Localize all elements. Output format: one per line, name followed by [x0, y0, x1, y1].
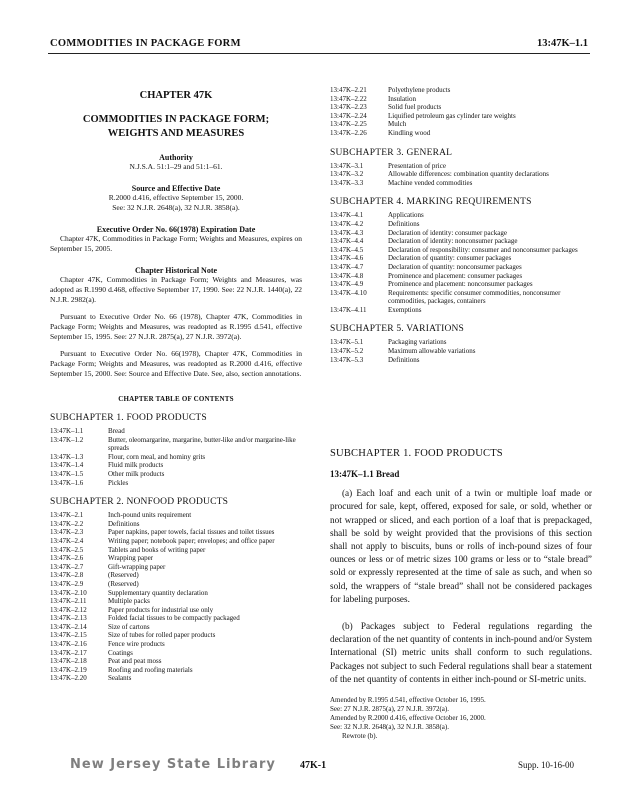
toc-section-number: 13:47K–1.1 — [50, 427, 84, 435]
toc-entry — [50, 666, 302, 675]
toc-section-title: Packaging variations — [388, 338, 447, 347]
header-rule — [48, 53, 590, 54]
toc-entry — [330, 86, 592, 95]
toc-section-number: 13:47K–2.19 — [50, 665, 87, 674]
toc-section-title: Pickles — [108, 478, 129, 487]
toc-entry — [330, 280, 592, 289]
toc-entry — [330, 229, 592, 238]
toc-section-number: 13:47K–2.23 — [330, 103, 367, 112]
toc-section-number: 13:47K–4.7 — [330, 262, 364, 271]
toc-entry — [50, 674, 302, 683]
running-header-section: 13:47K–1.1 — [536, 38, 588, 49]
toc-section-number: 13:47K–2.4 — [50, 536, 84, 545]
source-text-1: R.2000 d.416, effective September 15, 2000. — [108, 193, 244, 202]
amendment-line: Rewrote (b). — [342, 732, 378, 741]
toc-section-number: 13:47K–1.4 — [50, 461, 84, 470]
toc-section-number: 13:47K–2.10 — [50, 588, 87, 597]
toc-section-number: 13:47K–4.9 — [330, 280, 364, 289]
toc-entry — [50, 623, 302, 632]
toc-heading: CHAPTER TABLE OF CONTENTS — [118, 395, 234, 403]
toc-entry — [330, 220, 592, 229]
toc-entry — [50, 461, 302, 470]
amendment-line: Amended by R.2000 d.416, effective October 16, 2000. — [330, 714, 486, 723]
supplement-date: Supp. 10-16-00 — [518, 760, 574, 770]
toc-subchapter-3-title: SUBCHAPTER 3. GENERAL — [330, 147, 453, 158]
toc-entry — [50, 597, 302, 606]
toc-entry — [50, 640, 302, 649]
chapter-title-line2: WEIGHTS AND MEASURES — [107, 128, 245, 139]
toc-section-title: Declaration of responsibility: consumer and nonconsumer packages — [388, 245, 578, 254]
toc-entry — [50, 580, 302, 589]
toc-section-number: 13:47K–2.3 — [50, 528, 84, 537]
toc-section-title: Gift-wrapping paper — [108, 562, 166, 571]
toc-entry — [50, 537, 302, 546]
historical-note-para-3: Pursuant to Executive Order No. 66(1978), Chapter 47K, Commodities in Package Form; Weights and Measures, was readopted as R.2000 d.416, effective September 15, 2000. See: Source and Effective Date. See, also, section annotations. — [50, 349, 302, 378]
toc-subchapter-2-title: SUBCHAPTER 2. NONFOOD PRODUCTS — [50, 497, 229, 508]
toc-section-number: 13:47K–2.14 — [50, 622, 87, 631]
amendment-line: See: 27 N.J.R. 2875(a), 27 N.J.R. 3972(a). — [330, 705, 449, 714]
source-heading: Source and Effective Date — [131, 184, 221, 193]
toc-section-number: 13:47K–2.12 — [50, 605, 87, 614]
toc-subchapter-5-list — [330, 338, 592, 364]
toc-entry — [330, 338, 592, 347]
toc-entry — [330, 272, 592, 281]
toc-section-title: Machine vended commodities — [388, 178, 473, 187]
right-column — [330, 86, 592, 741]
toc-section-title: Tablets and books of writing paper — [108, 545, 206, 554]
section-paragraph-a: (a) Each loaf and each unit of a twin or multiple loaf made or procured for sale, kept, offered, exposed for sale, or sold, whether or not wrapped or sliced, and each portion of a loaf that is prepackaged, shall be sold by weight provided that the provisions of this section shall not apply to biscuits, buns or rolls of inch-pound sizes of four ounces or less or of metric sizes 100 grams or less or to “stale bread” sold or expressly represented at the time of sale as such, and when so sold, the wrappers of “stale bread” shall not be considered packages for labeling purposes. — [330, 488, 592, 604]
toc-entry — [330, 347, 592, 356]
toc-section-number: 13:47K–2.13 — [50, 614, 87, 623]
toc-entry — [50, 436, 302, 453]
toc-section-number: 13:47K–5.2 — [330, 347, 364, 356]
chapter-number: CHAPTER 47K — [139, 90, 213, 101]
toc-section-title: Wrapping paper — [108, 554, 154, 563]
toc-section-title: Size of cartons — [108, 622, 150, 631]
toc-section-number: 13:47K–1.6 — [50, 478, 84, 487]
toc-section-number: 13:47K–3.1 — [330, 161, 364, 170]
toc-section-number: 13:47K–2.9 — [50, 579, 84, 588]
toc-entry — [50, 520, 302, 529]
toc-section-title: Definitions — [388, 355, 420, 364]
toc-entry — [50, 606, 302, 615]
toc-section-number: 13:47K–2.7 — [50, 562, 84, 571]
toc-section-title: Maximum allowable variations — [388, 347, 476, 356]
toc-entry — [50, 589, 302, 598]
toc-entry — [330, 179, 592, 188]
toc-section-number: 13:47K–4.2 — [330, 219, 364, 228]
historical-note-heading: Chapter Historical Note — [134, 266, 218, 275]
left-column — [50, 82, 302, 683]
toc-section-number: 13:47K–2.16 — [50, 640, 87, 649]
toc-entry — [330, 120, 592, 129]
toc-entry — [50, 470, 302, 479]
toc-section-title: Bread — [108, 427, 125, 435]
toc-section-number: 13:47K–2.21 — [330, 86, 367, 94]
toc-subchapter-1-title: SUBCHAPTER 1. FOOD PRODUCTS — [50, 413, 207, 423]
toc-section-title: Sealants — [108, 674, 132, 683]
page-number: 47K-1 — [300, 760, 327, 771]
toc-subchapter-4-list — [330, 211, 592, 314]
library-watermark: New Jersey State Library — [70, 757, 276, 772]
authority-heading: Authority — [159, 153, 193, 162]
toc-section-number: 13:47K–2.20 — [50, 674, 87, 683]
toc-section-number: 13:47K–4.10 — [330, 288, 367, 297]
toc-section-title: Allowable differences: combination quantity declarations — [388, 170, 549, 179]
toc-section-title: Supplementary quantity declaration — [108, 588, 208, 597]
toc-section-title: Roofing and roofing materials — [108, 665, 193, 674]
toc-section-title: Declaration of identity: consumer package — [388, 228, 507, 237]
toc-entry — [330, 356, 592, 365]
toc-entry — [330, 237, 592, 246]
toc-entry — [50, 511, 302, 520]
toc-section-title: Exemptions — [388, 305, 422, 314]
toc-entry — [50, 479, 302, 488]
toc-section-title: Declaration of identity: nonconsumer package — [388, 237, 518, 246]
toc-entry — [50, 631, 302, 640]
amendment-line: Amended by R.1995 d.541, effective October 16, 1995. — [330, 696, 486, 705]
toc-section-title: Definitions — [388, 219, 420, 228]
toc-section-title: Multiple packs — [108, 597, 150, 606]
toc-section-title: Fence wire products — [108, 640, 165, 649]
column-spacer — [330, 364, 592, 448]
toc-subchapter-2-list-cont — [330, 86, 592, 138]
toc-section-title: Presentation of price — [388, 161, 446, 170]
source-text-2: See: 32 N.J.R. 2648(a), 32 N.J.R. 3858(a). — [112, 203, 240, 212]
chapter-title-line1: COMMODITIES IN PACKAGE FORM; — [82, 114, 270, 125]
toc-section-number: 13:47K–2.1 — [50, 511, 84, 520]
toc-section-title: Other milk products — [108, 469, 165, 478]
toc-section-title: Writing paper; notebook paper; envelopes; and office paper — [108, 536, 275, 545]
toc-section-title: Polyethylene products — [388, 86, 451, 94]
toc-section-title: Size of tubes for rolled paper products — [108, 631, 216, 640]
toc-section-number: 13:47K–1.5 — [50, 469, 84, 478]
authority-text: N.J.S.A. 51:1–29 and 51:1–61. — [129, 162, 223, 171]
toc-section-title: (Reserved) — [108, 579, 139, 588]
toc-section-title: Declaration of quantity: nonconsumer packages — [388, 262, 522, 271]
executive-order-heading: Executive Order No. 66(1978) Expiration Date — [96, 225, 256, 234]
toc-entry — [330, 263, 592, 272]
amendment-notes — [330, 696, 592, 741]
toc-section-title: Requirements: specific consumer commodities, nonconsumer commodities, packages, containers — [388, 288, 561, 306]
toc-subchapter-4-title: SUBCHAPTER 4. MARKING REQUIREMENTS — [330, 197, 532, 208]
toc-section-title: Prominence and placement: consumer packages — [388, 271, 523, 280]
toc-section-number: 13:47K–2.18 — [50, 657, 87, 666]
toc-entry — [330, 211, 592, 220]
toc-subchapter-2-list — [50, 511, 302, 683]
toc-entry — [330, 129, 592, 138]
toc-section-title: Fluid milk products — [108, 461, 164, 470]
toc-section-number: 13:47K–2.5 — [50, 545, 84, 554]
toc-section-title: Applications — [388, 211, 424, 220]
toc-entry — [330, 112, 592, 121]
toc-section-title: Butter, oleomargarine, margarine, butter-like and/or margarine-like spreads — [108, 435, 296, 453]
executive-order-text: Chapter 47K, Commodities in Package Form; Weights and Measures, expires on September 15, 2005. — [50, 234, 302, 253]
toc-entry — [330, 170, 592, 179]
toc-section-number: 13:47K–5.3 — [330, 355, 364, 364]
historical-note-para-1: Chapter 47K, Commodities in Package Form; Weights and Measures, was adopted as R.1990 d.468, effective September 17, 1990. See: 22 N.J.R. 1440(a), 22 N.J.R. 2982(a). — [50, 275, 302, 304]
section-title-bread: 13:47K–1.1 Bread — [330, 469, 400, 480]
toc-section-title: Mulch — [388, 120, 407, 129]
toc-entry — [50, 571, 302, 580]
toc-section-number: 13:47K–5.1 — [330, 338, 364, 347]
toc-section-title: Peat and peat moss — [108, 657, 162, 666]
toc-subchapter-3-list — [330, 162, 592, 188]
toc-section-number: 13:47K–3.2 — [330, 170, 364, 179]
toc-section-number: 13:47K–4.4 — [330, 237, 364, 246]
toc-section-number: 13:47K–2.22 — [330, 94, 367, 103]
toc-section-title: Inch-pound units requirement — [108, 511, 192, 520]
running-header-title: COMMODITIES IN PACKAGE FORM — [50, 38, 241, 49]
toc-section-number: 13:47K–4.11 — [330, 305, 367, 314]
toc-entry — [50, 528, 302, 537]
toc-entry — [330, 103, 592, 112]
toc-entry — [330, 162, 592, 171]
toc-section-title: Folded facial tissues to be compactly packaged — [108, 614, 240, 623]
toc-section-title: Declaration of quantity: consumer packages — [388, 254, 512, 263]
toc-section-number: 13:47K–2.26 — [330, 128, 367, 137]
toc-entry — [330, 246, 592, 255]
toc-section-title: Flour, corn meal, and hominy grits — [108, 452, 206, 461]
toc-entry — [50, 649, 302, 658]
toc-entry — [330, 306, 592, 315]
toc-subchapter-5-title: SUBCHAPTER 5. VARIATIONS — [330, 324, 465, 335]
historical-note-para-2: Pursuant to Executive Order No. 66 (1978), Chapter 47K, Commodities in Package Form; Weights and Measures, was readopted as R.1995 d.541, effective September 15, 1995. See: 27 N.J.R. 2875(a), 27 N.J.R. 3972(a). — [50, 312, 302, 341]
toc-entry — [330, 95, 592, 104]
toc-section-title: Definitions — [108, 519, 140, 528]
toc-section-number: 13:47K–2.25 — [330, 120, 367, 129]
toc-entry — [50, 546, 302, 555]
toc-section-number: 13:47K–4.8 — [330, 271, 364, 280]
toc-section-number: 13:47K–1.2 — [50, 435, 84, 444]
toc-section-number: 13:47K–2.6 — [50, 554, 84, 563]
toc-section-number: 13:47K–3.3 — [330, 178, 364, 187]
toc-section-number: 13:47K–4.1 — [330, 211, 364, 220]
chapter-title — [50, 113, 302, 141]
toc-entry — [330, 254, 592, 263]
toc-section-number: 13:47K–4.5 — [330, 245, 364, 254]
toc-section-number: 13:47K–4.6 — [330, 254, 364, 263]
toc-section-title: Insulation — [388, 94, 416, 103]
toc-section-title: Coatings — [108, 648, 133, 657]
toc-section-title: Solid fuel products — [388, 103, 442, 112]
toc-section-title: (Reserved) — [108, 571, 139, 580]
toc-entry — [50, 563, 302, 572]
toc-section-number: 13:47K–2.24 — [330, 111, 367, 120]
toc-subchapter-1-list — [50, 427, 302, 487]
food-products-heading: SUBCHAPTER 1. FOOD PRODUCTS — [330, 448, 503, 460]
toc-section-number: 13:47K–4.3 — [330, 228, 364, 237]
toc-entry — [50, 427, 302, 436]
toc-entry — [50, 614, 302, 623]
toc-entry — [50, 453, 302, 462]
toc-section-title: Liquified petroleum gas cylinder tare weights — [388, 111, 516, 120]
toc-section-title: Paper products for industrial use only — [108, 605, 214, 614]
toc-section-number: 13:47K–1.3 — [50, 452, 84, 461]
toc-section-title: Prominence and placement: nonconsumer packages — [388, 280, 533, 289]
amendment-line: See: 32 N.J.R. 2648(a), 32 N.J.R. 3858(a). — [330, 723, 449, 732]
toc-entry — [50, 554, 302, 563]
toc-section-number: 13:47K–2.2 — [50, 519, 84, 528]
toc-section-number: 13:47K–2.11 — [50, 597, 87, 606]
section-paragraph-b: (b) Packages subject to Federal regulations regarding the declaration of the net quantity of contents in inch-pound and/or System International (SI) metric units shall conform to such regulations. Packages not subject to such Federal regulations shall bear a statement of the net quantity of contents in either inch-pound or SI-metric units. — [330, 621, 592, 684]
toc-section-title: Kindling wood — [388, 128, 431, 137]
toc-section-title: Paper napkins, paper towels, facial tissues and toilet tissues — [108, 528, 275, 537]
toc-section-number: 13:47K–2.17 — [50, 648, 87, 657]
toc-section-number: 13:47K–2.15 — [50, 631, 87, 640]
toc-entry — [330, 289, 592, 306]
toc-section-number: 13:47K–2.8 — [50, 571, 84, 580]
toc-entry — [50, 657, 302, 666]
